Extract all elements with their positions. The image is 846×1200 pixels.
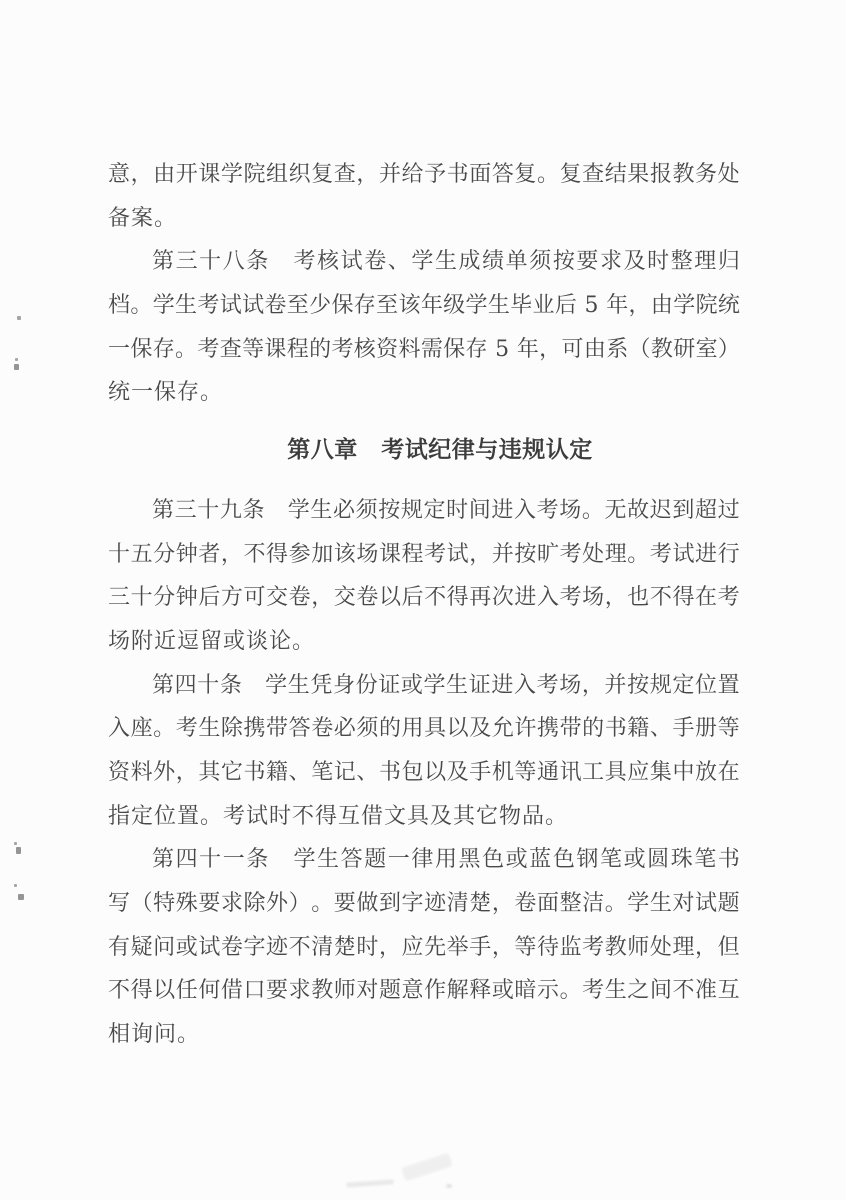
text-line: 备案。 xyxy=(108,205,178,231)
text-line: 第 三 十 八 条 考 核 试 卷 、 学 生 成 绩 单 须 按 要 求 及 时 整 理 归 xyxy=(152,249,740,275)
text-line: 意 ， 由 开 课 学 院 组 织 复 查 ， 并 给 予 书 面 答 复 。 复 查 结 果 报 教 务 处 xyxy=(108,162,740,187)
text-line: 统一保存。 xyxy=(108,380,224,406)
text-line: 有 疑 问 或 试 卷 字 迹 不 清 楚 时 ， 应 先 举 手 ， 等 待 监 考 教 师 处 理 ， 但 xyxy=(108,934,740,960)
scan-speck xyxy=(14,842,17,845)
text-line: 相询问。 xyxy=(108,1022,201,1048)
text-line: 三 十 分 钟 后 方 可 交 卷 ， 交 卷 以 后 不 得 再 次 进 入 考 场 ， 也 不 得 在 考 xyxy=(108,585,740,611)
text-line: 一 保 存 。 考 查 等 课 程 的 考 核 资 料 需 保 存 5 年 ， 可 由 系 （ 教 研 室 ） xyxy=(108,336,740,362)
scan-speck xyxy=(16,847,21,854)
scan-speck xyxy=(18,894,24,900)
text-line: 指定位置。考试时不得互借文具及其它物品。 xyxy=(108,803,569,829)
scan-smudge xyxy=(346,1179,394,1187)
document-body xyxy=(108,153,740,1057)
text-line: 场附近逗留或谈论。 xyxy=(108,628,316,654)
text-line: 十 五 分 钟 者 ， 不 得 参 加 该 场 课 程 考 试 ， 并 按 旷 考 处 理 。 考 试 进 行 xyxy=(108,541,740,567)
scan-speck xyxy=(17,316,21,320)
scan-smudge xyxy=(401,1153,453,1182)
text-line: 入 座 。 考 生 除 携 带 答 卷 必 须 的 用 具 以 及 允 许 携 带 的 书 籍 、 手 册 等 xyxy=(108,716,740,742)
text-line: 档 。 学 生 考 试 试 卷 至 少 保 存 至 该 年 级 学 生 毕 业 后 5 年 ， 由 学 院 统 xyxy=(108,293,740,319)
text-line: 第 四 十 一 条 学 生 答 题 一 律 用 黑 色 或 蓝 色 钢 笔 或 圆 珠 笔 书 xyxy=(152,847,740,873)
scan-smudge xyxy=(446,1184,452,1188)
text-line: 资 料 外 ， 其 它 书 籍 、 笔 记 、 书 包 以 及 手 机 等 通 讯 工 具 应 集 中 放 在 xyxy=(108,759,740,785)
scan-speck xyxy=(15,358,18,361)
text-line: 第 四 十 条 学 生 凭 身 份 证 或 学 生 证 进 入 考 场 ， 并 按 规 定 位 置 xyxy=(152,672,740,698)
scan-speck xyxy=(14,884,17,887)
scan-speck xyxy=(14,364,19,370)
chapter-heading: 第八章 考试纪律与违规认定 xyxy=(287,436,593,463)
text-line: 写 （ 特 殊 要 求 除 外 ） 。 要 做 到 字 迹 清 楚 ， 卷 面 整 洁 。 学 生 对 试 题 xyxy=(108,891,740,916)
text-line: 第 三 十 九 条 学 生 必 须 按 规 定 时 间 进 入 考 场 。 无 故 迟 到 超 过 xyxy=(152,497,740,523)
text-line: 不 得 以 任 何 借 口 要 求 教 师 对 题 意 作 解 释 或 暗 示 。 考 生 之 间 不 准 互 xyxy=(108,978,740,1004)
